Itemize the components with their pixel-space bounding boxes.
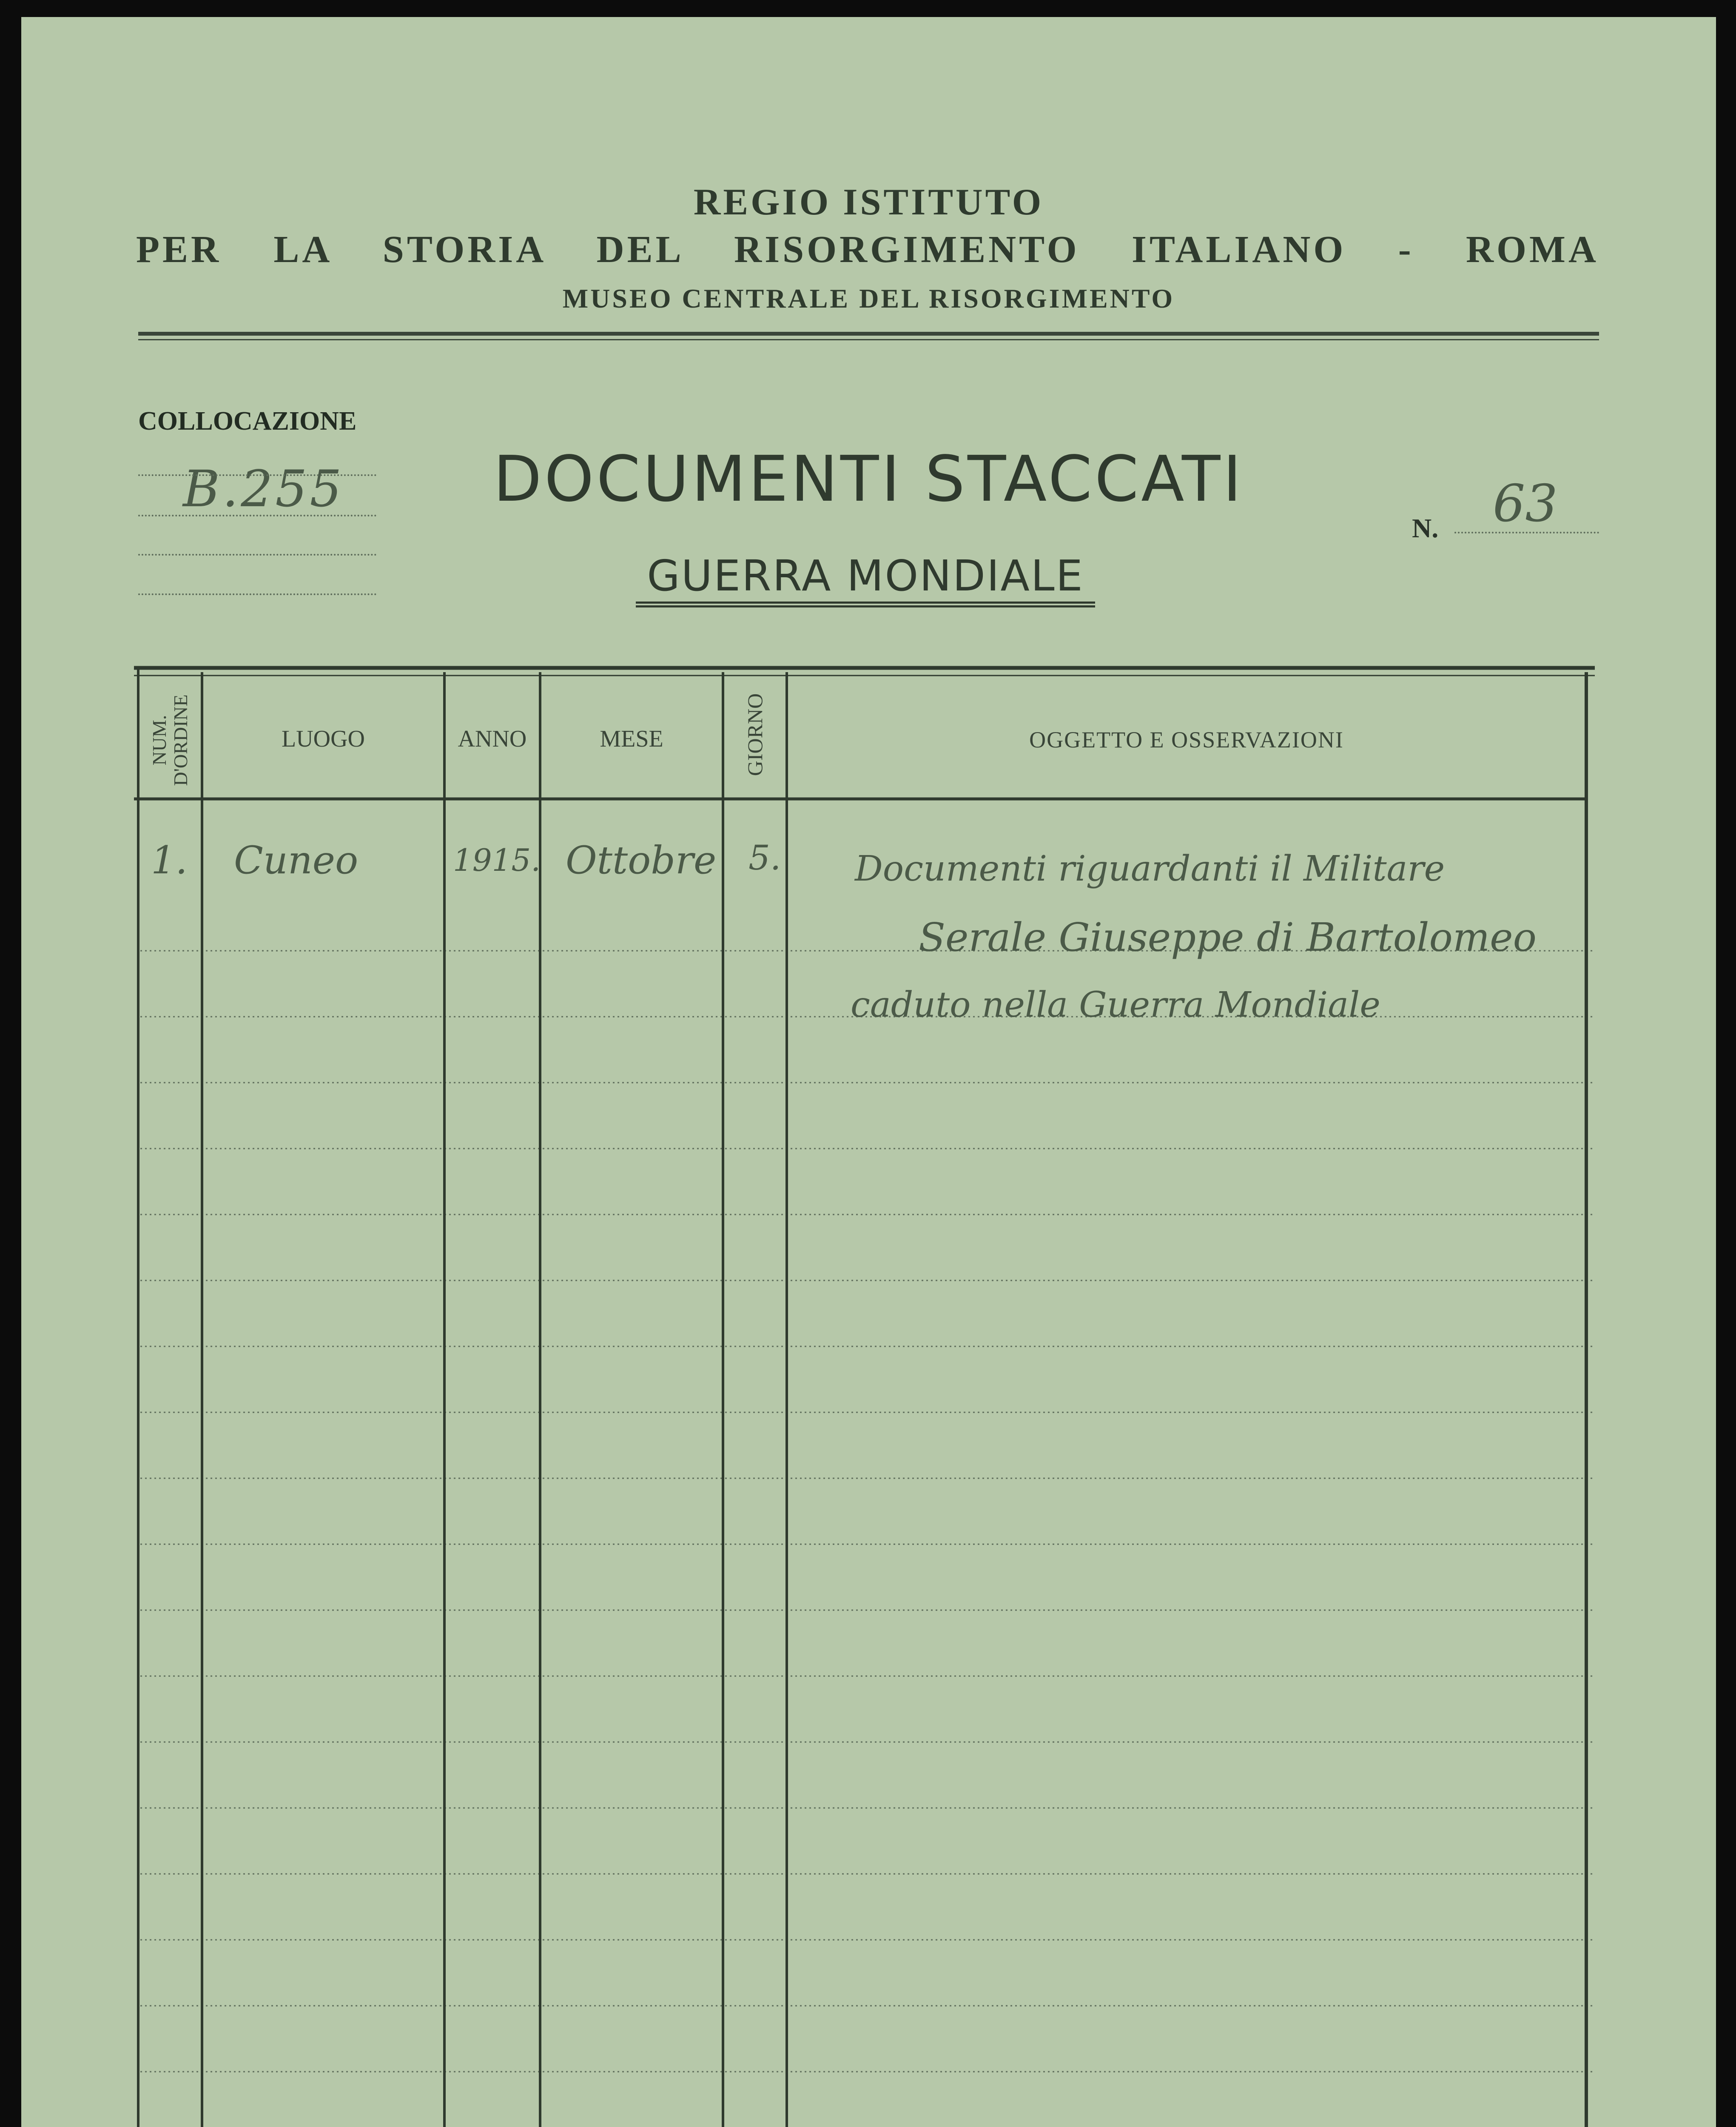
institution-name: REGIO ISTITUTO <box>693 182 1044 223</box>
row-oggetto-line-2: Serale Giuseppe di Bartolomeo <box>919 915 1537 960</box>
row-oggetto-line-3: caduto nella Guerra Mondiale <box>851 985 1380 1025</box>
row-num: 1. <box>151 838 188 883</box>
col-header-anno: ANNO <box>458 726 527 752</box>
row-giorno: 5. <box>748 838 781 878</box>
col-header-oggetto: OGGETTO E OSSERVAZIONI <box>1029 727 1344 753</box>
collocazione-label: COLLOCAZIONE <box>138 407 357 436</box>
row-mese: Ottobre <box>566 838 717 883</box>
page-subtitle: GUERRA MONDIALE <box>636 551 1095 607</box>
institution-subtitle: PER LA STORIA DEL RISORGIMENTO ITALIANO - ROMA <box>136 228 1599 271</box>
page-title: DOCUMENTI STACCATI <box>493 442 1244 516</box>
document-sheet <box>21 17 1716 2127</box>
number-value: 63 <box>1493 474 1558 533</box>
row-oggetto-line-1: Documenti riguardanti il Militare <box>855 849 1445 889</box>
number-label: N. <box>1412 513 1439 543</box>
row-luogo: Cuneo <box>234 838 359 883</box>
col-header-mese: MESE <box>600 726 663 752</box>
col-header-giorno: GIORNO <box>743 693 767 776</box>
museum-name: MUSEO CENTRALE DEL RISORGIMENTO <box>562 283 1175 314</box>
col-header-num: NUM. D'ORDINE <box>148 694 191 786</box>
collocazione-value: B.255 <box>183 459 344 518</box>
col-header-luogo: LUOGO <box>282 726 365 752</box>
row-anno: 1915. <box>453 842 541 878</box>
register-table-grid <box>21 17 1716 2127</box>
ruled-lines <box>140 951 1593 2127</box>
